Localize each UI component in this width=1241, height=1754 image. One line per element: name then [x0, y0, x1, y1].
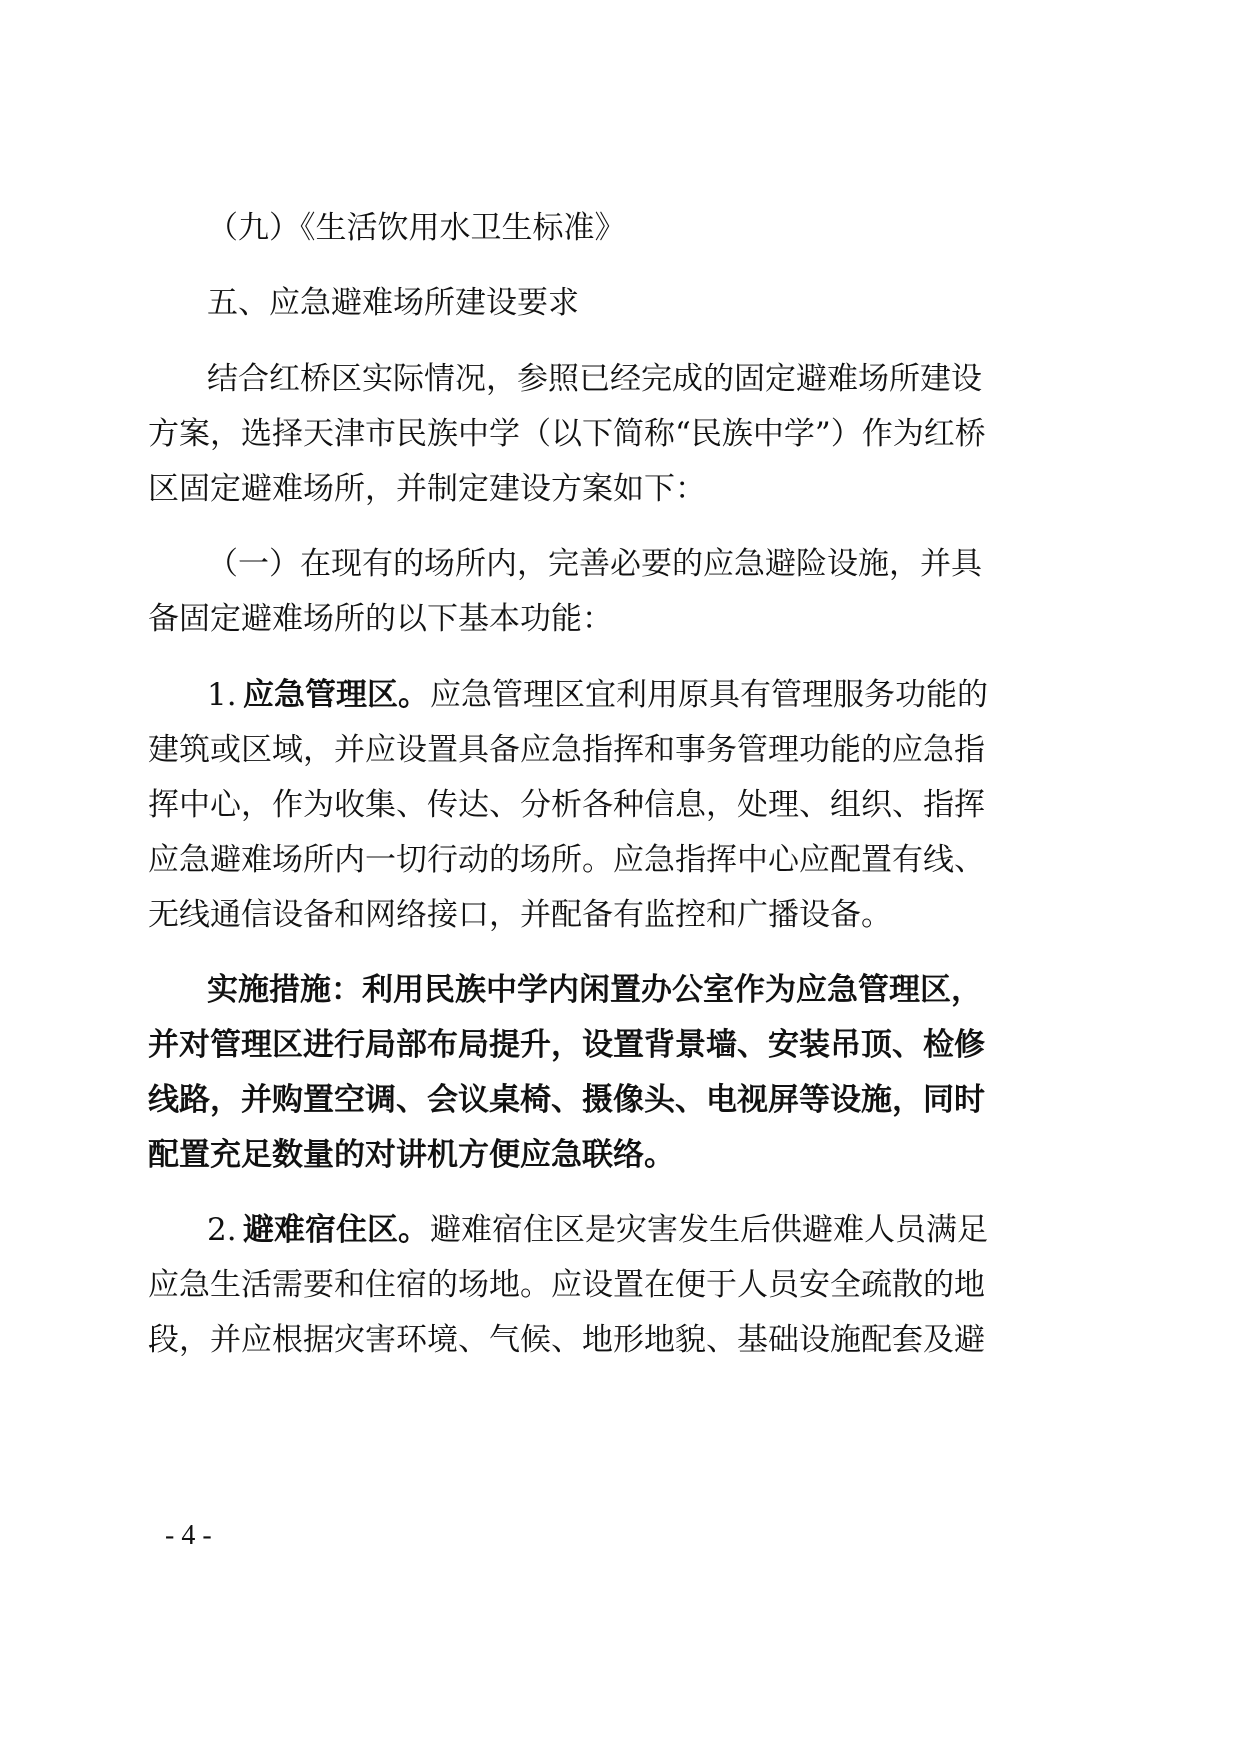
item1-text-2: 建筑或区域，并应设置具备应急指挥和事务管理功能的应急指 [148, 732, 985, 768]
item1-text-5: 无线通信设备和网络接口，并配备有监控和广播设备。 [148, 897, 892, 933]
intro-text-1: 结合红桥区实际情况，参照已经完成的固定避难场所建设 [207, 361, 982, 397]
item2-text-3: 段，并应根据灾害环境、气候、地形地貌、基础设施配套及避 [148, 1322, 985, 1358]
sub-one-text-2: 备固定避难场所的以下基本功能： [148, 601, 613, 637]
item2-number: 2. [207, 1212, 237, 1248]
sub-one-text-1: （一）在现有的场所内，完善必要的应急避险设施，并具 [207, 546, 982, 582]
item2-text-1: 避难宿住区是灾害发生后供避难人员满足 [430, 1212, 988, 1248]
item1-text-3: 挥中心，作为收集、传达、分析各种信息，处理、组织、指挥 [148, 787, 985, 823]
item-nine-text: （九）《生活饮用水卫生标准》 [207, 210, 626, 246]
item1-text-1: 应急管理区宜利用原具有管理服务功能的 [430, 677, 988, 713]
item2-title: 避难宿住区。 [243, 1212, 429, 1248]
page-number: - 4 - [165, 1520, 212, 1551]
item1-title: 应急管理区。 [243, 677, 429, 713]
measures-text-4: 配置充足数量的对讲机方便应急联络。 [148, 1137, 675, 1173]
intro-text-3: 区固定避难场所，并制定建设方案如下： [148, 471, 706, 507]
section-five-heading-text: 五、应急避难场所建设要求 [207, 285, 579, 321]
measures-text-1: 实施措施：利用民族中学内闲置办公室作为应急管理区， [207, 972, 982, 1008]
item1-number: 1. [207, 677, 237, 713]
item1-text-4: 应急避难场所内一切行动的场所。应急指挥中心应配置有线、 [148, 842, 985, 878]
intro-text-2: 方案，选择天津市民族中学（以下简称“民族中学”）作为红桥 [148, 416, 986, 452]
measures-text-3: 线路，并购置空调、会议桌椅、摄像头、电视屏等设施，同时 [148, 1082, 985, 1118]
measures-text-2: 并对管理区进行局部布局提升，设置背景墙、安装吊顶、检修 [148, 1027, 985, 1063]
item2-text-2: 应急生活需要和住宿的场地。应设置在便于人员安全疏散的地 [148, 1267, 985, 1303]
